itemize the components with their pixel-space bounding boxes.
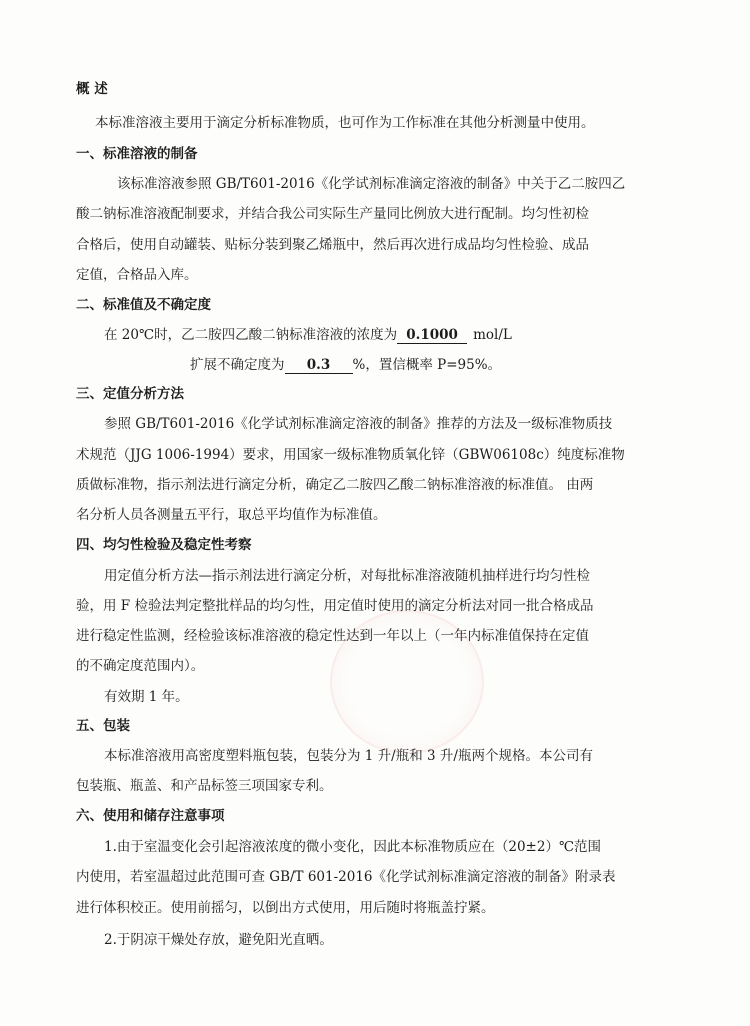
- section-4-line-3: 进行稳定性监测，经检验该标准溶液的稳定性达到一年以上（一年内标准值保持在定值: [76, 628, 589, 644]
- section-1-heading: 一、标准溶液的制备: [76, 146, 198, 162]
- uncertainty-line: [190, 356, 501, 374]
- section-4-line-4: 的不确定度范围内）。: [76, 658, 205, 674]
- concentration-unit: mol/L: [473, 327, 512, 343]
- uncertainty-suffix: %，置信概率 P=95%。: [352, 357, 502, 373]
- section-6-line-2: 内使用，若室温超过此范围可查 GB/T 601-2016《化学试剂标准滴定溶液的制备》附录表: [76, 869, 616, 885]
- section-5-line-2: 包装瓶、瓶盖、和产品标签三项国家专利。: [76, 778, 333, 794]
- concentration-prefix: 在 20℃时，乙二胺四乙酸二钠标准溶液的浓度为: [104, 327, 398, 343]
- concentration-line: [104, 326, 512, 344]
- uncertainty-value: 0.3: [285, 357, 353, 374]
- section-1-line-2: 酸二钠标准溶液配制要求，并结合我公司实际生产量同比例放大进行配制。均匀性初检: [76, 206, 589, 222]
- section-6-line-4: 2.于阴凉干燥处存放，避免阳光直晒。: [104, 932, 333, 948]
- section-6-line-1: 1.由于室温变化会引起溶液浓度的微小变化，因此本标准物质应在（20±2）℃范围: [104, 839, 602, 855]
- section-6-heading: 六、使用和储存注意事项: [76, 808, 225, 824]
- section-1-line-4: 定值，合格品入库。: [76, 267, 198, 283]
- section-5-line-1: 本标准溶液用高密度塑料瓶包装，包装分为 1 升/瓶和 3 升/瓶两个规格。本公司有: [104, 748, 593, 764]
- section-3-heading: 三、定值分析方法: [76, 386, 184, 402]
- validity-line: 有效期 1 年。: [104, 689, 189, 705]
- overview-paragraph: 本标准溶液主要用于滴定分析标准物质，也可作为工作标准在其他分析测量中使用。: [95, 115, 595, 131]
- uncertainty-prefix: 扩展不确定度为: [190, 357, 285, 373]
- section-3-line-4: 名分析人员各测量五平行，取总平均值作为标准值。: [76, 507, 387, 523]
- section-3-line-3: 质做标准物，指示剂法进行滴定分析，确定乙二胺四乙酸二钠标准溶液的标准值。 由两: [76, 477, 594, 493]
- section-1-line-3: 合格后，使用自动罐装、贴标分装到聚乙烯瓶中，然后再次进行成品均匀性检验、成品: [76, 237, 589, 253]
- section-3-line-2: 术规范（JJG 1006-1994）要求，用国家一级标准物质氧化锌（GBW06108c）纯度标准物: [76, 447, 625, 463]
- section-6-line-3: 进行体积校正。使用前摇匀，以倒出方式使用，用后随时将瓶盖拧紧。: [76, 900, 495, 916]
- section-2-heading: 二、标准值及不确定度: [76, 297, 211, 313]
- section-3-line-1: 参照 GB/T601-2016《化学试剂标准滴定溶液的制备》推荐的方法及一级标准物质技: [104, 416, 613, 432]
- section-5-heading: 五、包装: [76, 718, 130, 734]
- section-4-line-2: 验，用 F 检验法判定整批样品的均匀性，用定值时使用的滴定分析法对同一批合格成品: [76, 598, 594, 614]
- section-4-heading: 四、均匀性检验及稳定性考察: [76, 537, 252, 553]
- section-1-line-1: 该标准溶液参照 GB/T601-2016《化学试剂标准滴定溶液的制备》中关于乙二胺四乙: [117, 176, 626, 192]
- overview-heading: 概 述: [76, 81, 108, 97]
- section-4-line-1: 用定值分析方法—指示剂法进行滴定分析，对每批标准溶液随机抽样进行均匀性检: [104, 568, 590, 584]
- concentration-value: 0.1000: [397, 327, 467, 344]
